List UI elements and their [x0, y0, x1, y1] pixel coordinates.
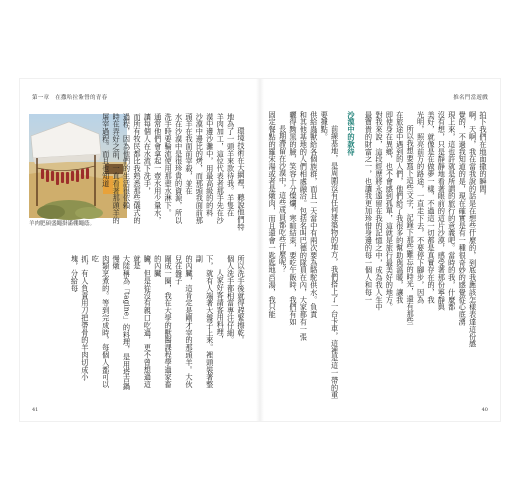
- book-spread: [20, 79, 500, 421]
- text-column: 所以我想要寫下這些文字，記錄下那些難忘的時光，還有那些: [406, 125, 416, 326]
- text-column: 而所有牧民都比我熟悉那些儀式的過程，因為他們的生活很依賴: [122, 113, 142, 224]
- text-column: 和其他基地的人們相處融洽。包括名叫巴德的隊員在內，大家都有一張: [299, 111, 309, 341]
- text-column: 通常他們會拿起一壺水用少量水，讓每個人在水流下洗手，: [143, 113, 163, 224]
- text-column: 供給蟲獸給各個族群，而且一天當中有兩次要為駱駝供水。負責: [309, 111, 319, 319]
- text-column: 即使身在異鄉，也不會感到孤單，這就是旅行最美好的地方。: [385, 111, 395, 311]
- text-column: 光明，照亮前方的路途，一直走下去，不要停下腳步，因為: [416, 111, 426, 304]
- text-column: 時在弄好之前，一直看著那頭羊的屠宰過程。而且也知道: [101, 113, 122, 224]
- text-column: 現上來，這也許就是所謂的旅行的意義吧。當時的我，什麼都: [447, 111, 457, 311]
- left-page: [20, 79, 260, 421]
- text-column: 所以洗手後就得趕緊擦乾。: [237, 255, 246, 344]
- text-column: 羊肉加工，這位代表者那手先在沙漠中邊沙灘中，用最高級的的料: [205, 113, 226, 224]
- section-heading: 沙漠中的款待: [347, 111, 356, 156]
- text-column: 水在沙漠中是很珍貴的資源，所以洗手時要輪流使用那壺水淋下。: [164, 113, 184, 224]
- right-section-text: [270, 111, 356, 401]
- right-running-head: 推名門當遊戲: [453, 95, 488, 101]
- text-column: 下，就有人端著大盤子上來。裡頭裝著整副: [195, 255, 215, 389]
- text-column: 美好，就像是在做夢一樣，不過這一切都是真實存在的，我: [426, 111, 436, 304]
- right-page: [260, 79, 500, 421]
- text-column: 前線基地，是周圍沒有任何建築物的地方，我們搭上了一台卡車，這裡是這一帶的重要據點。: [320, 111, 340, 400]
- left-page-number: 41: [32, 407, 39, 413]
- text-column: 個人洗手都相當專注仔細。: [226, 255, 236, 344]
- text-column: 肉類烹煮的。等到完成時，每個人都可以吃: [91, 255, 111, 389]
- left-lower-text: [32, 255, 246, 395]
- text-column: 人家好客請客用料理，: [216, 269, 226, 344]
- text-column: 環境技術在大網裡，聽說他們特地為了一頭羊來款待我。羊隻在: [226, 113, 246, 231]
- text-column: 圍成一圈，我在大學的獸醫課程學過家畜的內臟: [153, 255, 174, 389]
- text-column: 覺的，不過我知道的是，現在確實是有一種很奇妙的感覺從心底湧: [458, 111, 468, 326]
- left-upper-text: [101, 113, 246, 231]
- text-column: 的內臟，這肯定是剛才宰的那頭羊。大伙兒在盤子: [174, 255, 194, 389]
- text-column: 抓，有人負責用刀把帶骨的羊肉切成小塊，分給每: [70, 255, 90, 381]
- text-column: 長期滯留在沙漠中，這些成員都吃些什麼呢？: [278, 125, 288, 274]
- text-column: 對我來說，這段經歷將永遠留在我的記憶之中，成為我人生中: [374, 111, 384, 311]
- text-column: 沙漠中邊比的烤，而那頭我面前那頭羊在我面前宰殺，並在: [184, 113, 205, 224]
- photo-caption: 羊肉肥碩盛繩掛滿棚繩蔭。: [29, 221, 96, 227]
- text-column: 固定餐點的羅宋湯或者是燉肉，而且還會一匙匙地舀湯，我只能: [268, 111, 278, 319]
- text-column: 大陸稱為「tagine」的料理，是用塔吉鍋慢燉: [112, 255, 132, 391]
- text-column: 最寶貴的財富之一，也讓我更加珍惜身邊的每一個人和每一: [364, 111, 374, 304]
- right-page-number: 40: [481, 407, 488, 413]
- text-column: 在旅途中遇到的人們，他們給了我很多的幫助與溫暖，讓我: [395, 111, 405, 304]
- text-column: 沒有想，只是靜靜地看著眼前的這片沙漠，感受著那份寧靜與: [437, 111, 447, 311]
- text-column: 曬得黝黑的臉，笑容十分燦爛。寒暄結束，要吃午飯時，我們有如: [288, 111, 298, 326]
- text-column: 啊，天啊，我在當我說的話是在想些什麼的，到底我應該怎樣表達這份感: [468, 111, 478, 348]
- text-column: 拍下我們在地面撒的瞬間。: [479, 111, 488, 200]
- right-main-text: [358, 111, 488, 401]
- left-running-head: 第一章 在撒哈拉紮營的青春: [32, 95, 108, 101]
- text-column: 臟，但是從沒有親口吃過，更不曾想過這就是: [132, 255, 153, 389]
